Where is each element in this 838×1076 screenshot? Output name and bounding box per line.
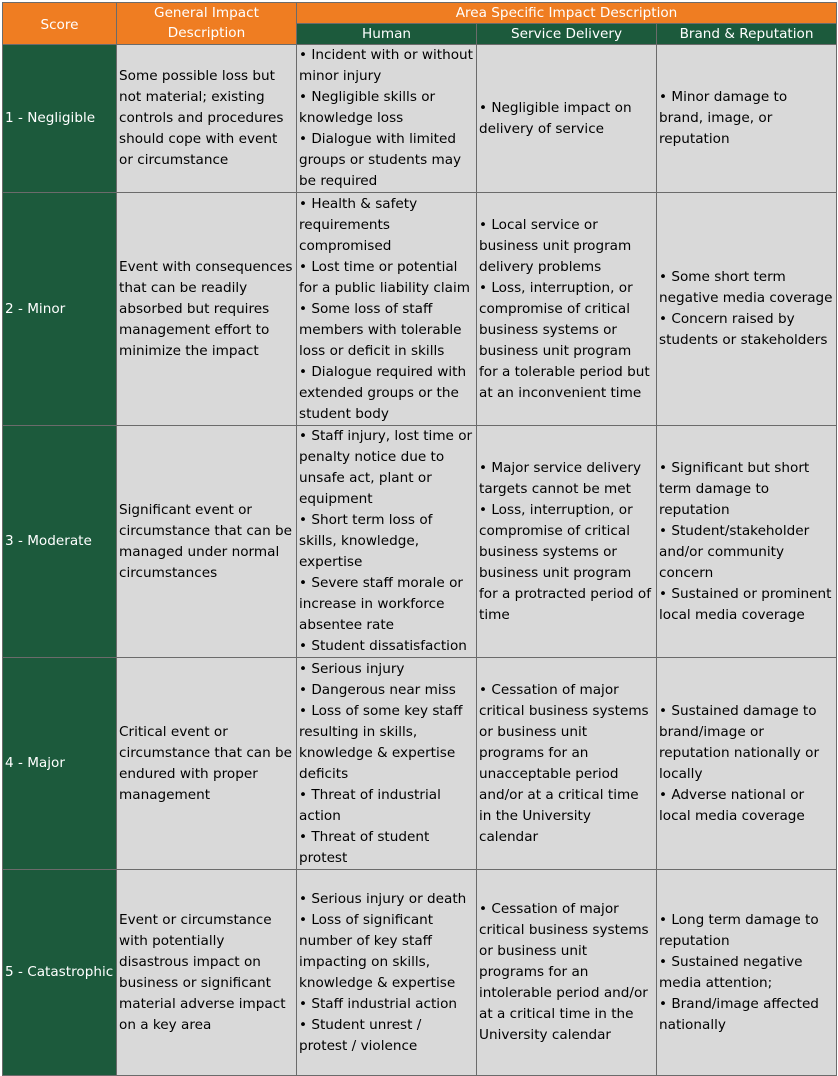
bullet-item: • Staff injury, lost time or penalty notice due to unsafe act, plant or equipment — [299, 426, 474, 510]
bullet-item: • Concern raised by students or stakeholders — [659, 309, 834, 351]
brand-reputation-cell — [657, 45, 837, 193]
bullet-item: • Staff industrial action — [299, 994, 474, 1015]
bullet-item: • Student/stakeholder and/or community concern — [659, 521, 834, 584]
score-cell: 3 - Moderate — [3, 426, 117, 658]
table-row — [3, 658, 837, 870]
brand-reputation-cell — [657, 193, 837, 426]
bullet-item: • Sustained negative media attention; — [659, 952, 834, 994]
bullet-item: • Student unrest / protest / violence — [299, 1015, 474, 1057]
bullet-item: • Serious injury or death — [299, 889, 474, 910]
table-row — [3, 870, 837, 1076]
bullet-item: • Loss, interruption, or compromise of critical business systems or business unit program for a protracted period of time — [479, 500, 654, 626]
impact-matrix-table — [2, 2, 837, 1076]
bullet-item: • Sustained damage to brand/image or reputation nationally or locally — [659, 701, 834, 785]
general-impact-cell: Critical event or circumstance that can be endured with proper management — [117, 658, 297, 870]
human-cell — [297, 193, 477, 426]
bullet-item: • Threat of industrial action — [299, 785, 474, 827]
bullet-item: • Cessation of major critical business systems or business unit programs for an unacceptable period and/or at a critical time in the University calendar — [479, 680, 654, 848]
bullet-item: • Health & safety requirements compromised — [299, 194, 474, 257]
brand-reputation-cell — [657, 658, 837, 870]
bullet-item: • Adverse national or local media coverage — [659, 785, 834, 827]
header-brand-reputation: Brand & Reputation — [657, 24, 837, 45]
bullet-item: • Loss of some key staff resulting in skills, knowledge & expertise deficits — [299, 701, 474, 785]
bullet-item: • Major service delivery targets cannot be met — [479, 458, 654, 500]
bullet-item: • Negligible skills or knowledge loss — [299, 87, 474, 129]
bullet-item: • Serious injury — [299, 659, 474, 680]
bullet-item: • Threat of student protest — [299, 827, 474, 869]
header-service-delivery: Service Delivery — [477, 24, 657, 45]
general-impact-cell: Significant event or circumstance that can be managed under normal circumstances — [117, 426, 297, 658]
bullet-item: • Student dissatisfaction — [299, 636, 474, 657]
bullet-item: • Sustained or prominent local media coverage — [659, 584, 834, 626]
bullet-item: • Brand/image affected nationally — [659, 994, 834, 1036]
bullet-item: • Short term loss of skills, knowledge, expertise — [299, 510, 474, 573]
table-row — [3, 426, 837, 658]
brand-reputation-cell — [657, 870, 837, 1076]
bullet-item: • Local service or business unit program delivery problems — [479, 215, 654, 278]
score-cell: 2 - Minor — [3, 193, 117, 426]
human-cell — [297, 45, 477, 193]
service-delivery-cell — [477, 658, 657, 870]
service-delivery-cell — [477, 870, 657, 1076]
service-delivery-cell — [477, 45, 657, 193]
table-row — [3, 45, 837, 193]
bullet-item: • Significant but short term damage to reputation — [659, 458, 834, 521]
bullet-item: • Lost time or potential for a public liability claim — [299, 257, 474, 299]
header-human: Human — [297, 24, 477, 45]
bullet-item: • Dialogue required with extended groups or the student body — [299, 362, 474, 425]
human-cell — [297, 870, 477, 1076]
bullet-item: • Incident with or without minor injury — [299, 45, 474, 87]
header-score: Score — [3, 3, 117, 45]
bullet-item: • Loss of significant number of key staff impacting on skills, knowledge & expertise — [299, 910, 474, 994]
bullet-item: • Minor damage to brand, image, or reputation — [659, 87, 834, 150]
header-general-impact: General Impact Description — [117, 3, 297, 45]
bullet-item: • Severe staff morale or increase in workforce absentee rate — [299, 573, 474, 636]
human-cell — [297, 658, 477, 870]
service-delivery-cell — [477, 193, 657, 426]
bullet-item: • Loss, interruption, or compromise of critical business systems or business unit program for a tolerable period but at an inconvenient time — [479, 278, 654, 404]
brand-reputation-cell — [657, 426, 837, 658]
table-row — [3, 193, 837, 426]
bullet-item: • Dangerous near miss — [299, 680, 474, 701]
general-impact-cell: Event or circumstance with potentially disastrous impact on business or significant material adverse impact on a key area — [117, 870, 297, 1076]
bullet-item: • Dialogue with limited groups or students may be required — [299, 129, 474, 192]
general-impact-cell: Some possible loss but not material; existing controls and procedures should cope with event or circumstance — [117, 45, 297, 193]
bullet-item: • Negligible impact on delivery of service — [479, 98, 654, 140]
score-cell: 4 - Major — [3, 658, 117, 870]
score-cell: 1 - Negligible — [3, 45, 117, 193]
header-area-specific: Area Specific Impact Description — [297, 3, 837, 24]
score-cell: 5 - Catastrophic — [3, 870, 117, 1076]
human-cell — [297, 426, 477, 658]
bullet-item: • Cessation of major critical business systems or business unit programs for an intolerable period and/or at a critical time in the University calendar — [479, 899, 654, 1046]
bullet-item: • Some loss of staff members with tolerable loss or deficit in skills — [299, 299, 474, 362]
service-delivery-cell — [477, 426, 657, 658]
bullet-item: • Some short term negative media coverage — [659, 267, 834, 309]
general-impact-cell: Event with consequences that can be readily absorbed but requires management effort to minimize the impact — [117, 193, 297, 426]
bullet-item: • Long term damage to reputation — [659, 910, 834, 952]
